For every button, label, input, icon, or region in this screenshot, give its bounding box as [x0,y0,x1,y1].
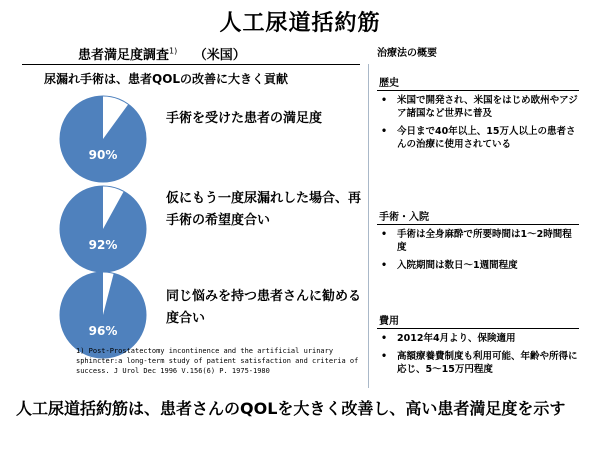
survey-tagline: 尿漏れ手術は、患者QOLの改善に大きく貢献 [44,72,289,86]
footnote: 1) Post-Prostatectomy incontinence and the artificial urinary sphincter:a long-term study of patient satisfaction and criteria of success. J Urol Dec 1996 V.156(6) P. 1975-1980 [76,347,359,375]
pie-slice [60,96,146,182]
list-item: • 2012年4月より、保険適用 [379,332,579,345]
pie-percent-label: 96% [88,324,118,338]
survey-underline [22,64,360,65]
treatment-panel [368,64,589,388]
cost-list [379,332,579,381]
survey-heading-text: 患者満足度調査 [78,48,170,63]
pie-chart-satisfaction [58,94,148,184]
treatment-heading: 治療法の概要 [377,48,437,59]
survey-heading [78,44,246,63]
survey-country: （米国） [193,48,246,63]
pie-chart-reoperation [58,184,148,274]
section-rule [377,328,579,329]
pie-row-reoperation [58,184,362,276]
pie-row-satisfaction [58,94,358,186]
pie-caption: 仮にもう一度尿漏れした場合、再手術の希望度合い [166,191,362,228]
list-item: • 今日まで40年以上、15万人以上の患者さんの治療に使用されている [379,125,579,151]
page-title: 人工尿道括約筋 [219,11,381,36]
pie-caption: 手術を受けた患者の満足度 [166,111,323,126]
list-item: • 入院期間は数日～1週間程度 [379,259,579,272]
footnote-mark: 1) [169,46,178,56]
pie-percent-label: 90% [88,148,118,162]
section-rule [377,90,579,91]
section-title-cost: 費用 [379,316,399,327]
conclusion-text: 人工尿道括約筋は、患者さんのQOLを大きく改善し、高い患者満足度を示す [16,399,566,418]
list-item: • 高額療養費制度も利用可能、年齢や所得に応じ、5～15万円程度 [379,350,579,376]
list-item: • 手術は全身麻酔で所要時間は1～2時間程度 [379,228,579,254]
surgery-list [379,228,579,277]
history-list [379,94,579,156]
pie-percent-label: 92% [88,238,118,252]
list-item: • 米国で開発され、米国をはじめ欧州やアジア諸国など世界に普及 [379,94,579,120]
section-title-history: 歴史 [379,78,399,89]
section-rule [377,224,579,225]
pie-caption: 同じ悩みを持つ患者さんに勧める度合い [166,289,362,326]
section-title-surgery: 手術・入院 [379,212,429,223]
